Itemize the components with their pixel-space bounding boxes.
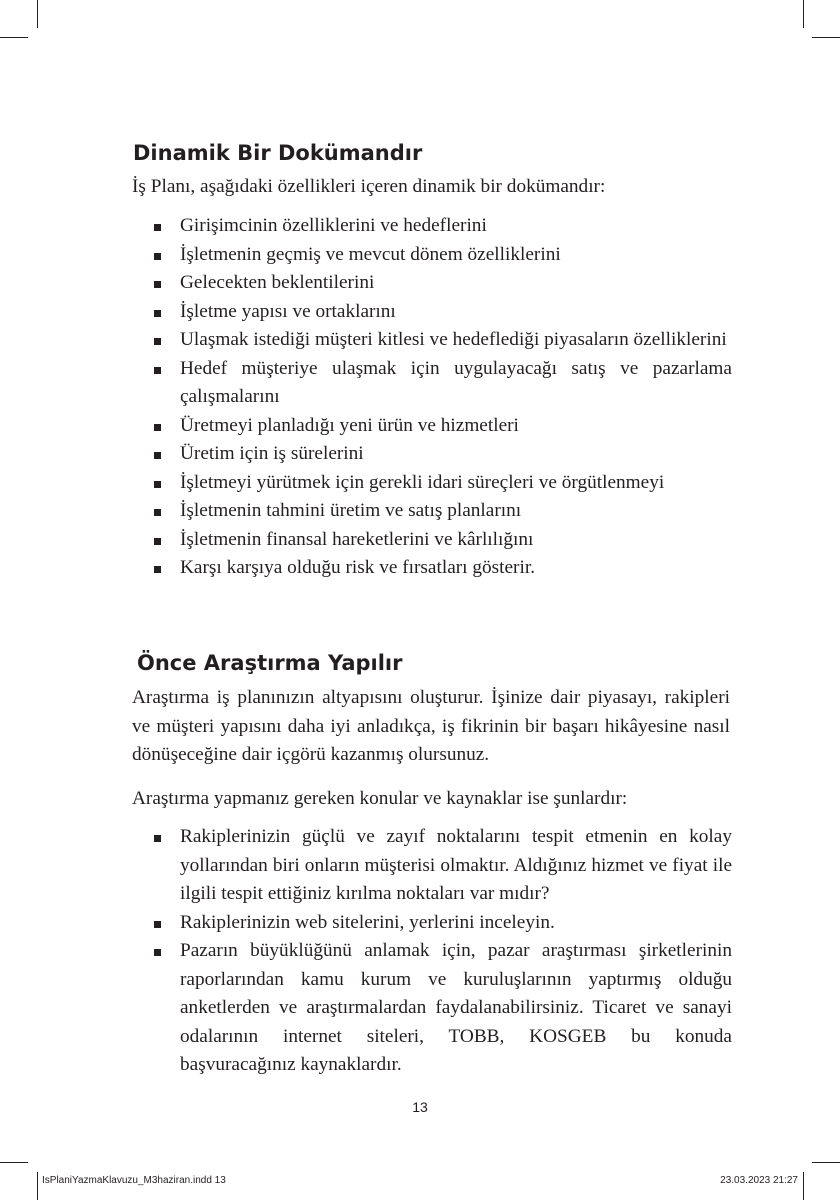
list-item: İşletme yapısı ve ortaklarını xyxy=(152,298,732,327)
list-item: Rakiplerinizin güçlü ve zayıf noktalarını tespit etmenin en kolay yollarından biri onların müşterisi olmaktır. Aldığınız hizmet ve fiyat ile ilgili tespit ettiğiniz kırılma noktaları var mıdır? xyxy=(152,823,732,909)
date-slug: 23.03.2023 21:27 xyxy=(720,1175,798,1186)
crop-mark xyxy=(803,0,804,28)
file-slug: IsPlaniYazmaKlavuzu_M3haziran.indd 13 xyxy=(42,1175,226,1186)
crop-mark xyxy=(0,1162,28,1163)
list-item: İşletmenin geçmiş ve mevcut dönem özelliklerini xyxy=(152,241,732,270)
list-item: Girişimcinin özelliklerini ve hedeflerini xyxy=(152,212,732,241)
bullet-icon xyxy=(154,338,161,345)
body-paragraph: Araştırma yapmanız gereken konular ve kaynaklar ise şunlardır: xyxy=(132,788,628,809)
bullet-icon xyxy=(154,281,161,288)
list-item: İşletmenin finansal hareketlerini ve kârlılığını xyxy=(152,526,732,555)
list-item: Üretmeyi planladığı yeni ürün ve hizmetleri xyxy=(152,412,732,441)
list-item: İşletmenin tahmini üretim ve satış planlarını xyxy=(152,497,732,526)
list-item: Ulaşmak istediği müşteri kitlesi ve hedeflediği piyasaların özelliklerini xyxy=(152,326,732,355)
crop-mark xyxy=(812,1162,840,1163)
bullet-icon xyxy=(154,949,161,956)
crop-mark xyxy=(37,1172,38,1200)
list-item: Gelecekten beklentilerini xyxy=(152,269,732,298)
page-number: 13 xyxy=(412,1099,428,1115)
bullet-icon xyxy=(154,835,161,842)
bullet-icon xyxy=(154,538,161,545)
bullet-icon xyxy=(154,367,161,374)
section-heading: Dinamik Bir Dokümandır xyxy=(133,141,423,165)
bullet-icon xyxy=(154,424,161,431)
research-list xyxy=(152,823,732,1080)
bullet-icon xyxy=(154,253,161,260)
crop-mark xyxy=(812,37,840,38)
bullet-icon xyxy=(154,310,161,317)
list-item: Üretim için iş sürelerini xyxy=(152,440,732,469)
crop-mark xyxy=(803,1172,804,1200)
bullet-icon xyxy=(154,566,161,573)
list-item: İşletmeyi yürütmek için gerekli idari süreçleri ve örgütlenmeyi xyxy=(152,469,732,498)
feature-list xyxy=(152,212,732,583)
bullet-icon xyxy=(154,481,161,488)
bullet-icon xyxy=(154,921,161,928)
crop-mark xyxy=(0,37,28,38)
list-item: Pazarın büyüklüğünü anlamak için, pazar araştırması şirketlerinin raporlarından kamu kurum ve kuruluşlarının yaptırmış olduğu anketlerden ve araştırmalardan faydalanabilirsiniz. Ticaret ve sanayi odalarının internet siteleri, TOBB, KOSGEB bu konuda başvuracağınız kaynaklardır. xyxy=(152,937,732,1080)
bullet-icon xyxy=(154,509,161,516)
crop-mark xyxy=(37,0,38,28)
bullet-icon xyxy=(154,452,161,459)
list-item: Karşı karşıya olduğu risk ve fırsatları gösterir. xyxy=(152,554,732,583)
list-item: Rakiplerinizin web sitelerini, yerlerini inceleyin. xyxy=(152,909,732,938)
intro-paragraph: İş Planı, aşağıdaki özellikleri içeren dinamik bir dokümandır: xyxy=(132,176,606,197)
section-heading: Önce Araştırma Yapılır xyxy=(137,651,403,675)
list-item: Hedef müşteriye ulaşmak için uygulayacağı satış ve pazarlama çalışmalarını xyxy=(152,355,732,412)
body-paragraph: Araştırma iş planınızın altyapısını oluşturur. İşinize dair piyasayı, rakipleri ve müşteri yapısını daha iyi anladıkça, iş fikrinin bir başarı hikâyesine nasıl dönüşeceğine dair içgörü kazanmış olursunuz. xyxy=(132,687,730,765)
bullet-icon xyxy=(154,224,161,231)
